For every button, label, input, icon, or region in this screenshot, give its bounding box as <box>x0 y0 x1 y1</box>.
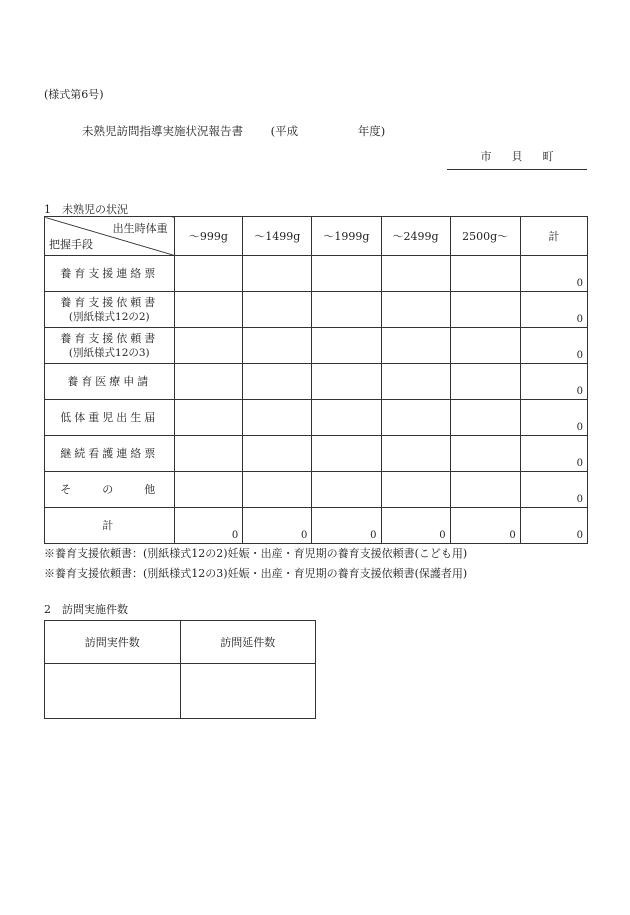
row-label-main: 養育支援依頼書 <box>60 331 159 345</box>
value-cell[interactable]: 0 <box>520 436 587 472</box>
form-number: (様式第6号) <box>44 88 104 101</box>
document-title <box>82 123 385 139</box>
value-cell[interactable] <box>312 256 381 292</box>
value-cell[interactable] <box>174 472 243 508</box>
value-cell[interactable] <box>174 400 243 436</box>
value-cell[interactable] <box>450 292 520 328</box>
value-cell[interactable] <box>381 364 450 400</box>
value-cell[interactable] <box>174 436 243 472</box>
row-label-sub: (別紙様式12の2) <box>68 310 150 323</box>
column-header: 〜999g <box>174 217 243 256</box>
value-cell[interactable]: 0 <box>381 508 450 544</box>
municipality-city: 市 <box>480 150 492 163</box>
row-label-main: 継続看護連絡票 <box>60 447 159 460</box>
row-label-main: そ の 他 <box>60 483 159 496</box>
value-cell[interactable] <box>174 328 243 364</box>
corner-bottom-label: 把握手段 <box>49 238 93 251</box>
row-label-main: 養育支援連絡票 <box>60 267 159 280</box>
visit-actual-value[interactable] <box>45 664 181 719</box>
value-cell[interactable]: 0 <box>520 256 587 292</box>
status-table-body <box>45 256 588 544</box>
note-line: ※養育支援依頼書：(別紙様式12の3)妊娠・出産・育児期の養育支援依頼書(保護者用) <box>44 567 468 580</box>
municipality-line <box>447 148 587 170</box>
corner-top-label: 出生時体重 <box>112 222 168 235</box>
column-header: 2500g〜 <box>450 217 520 256</box>
row-label <box>45 328 175 364</box>
municipality-ward: 貝 <box>511 150 523 163</box>
value-cell[interactable] <box>243 472 312 508</box>
title-era: (平成 <box>270 124 299 138</box>
value-cell[interactable]: 0 <box>174 508 243 544</box>
value-cell[interactable]: 0 <box>520 508 587 544</box>
value-cell[interactable] <box>450 436 520 472</box>
corner-cell <box>45 217 175 256</box>
value-cell[interactable] <box>312 328 381 364</box>
row-label <box>45 256 175 292</box>
municipality-town: 町 <box>542 150 554 163</box>
value-cell[interactable] <box>174 256 243 292</box>
column-header: 〜1499g <box>243 217 312 256</box>
visit-table-value-row <box>45 664 316 719</box>
value-cell[interactable] <box>450 472 520 508</box>
visit-total-value[interactable] <box>180 664 316 719</box>
value-cell[interactable] <box>312 292 381 328</box>
status-table-row <box>45 400 588 436</box>
column-header: 〜1999g <box>312 217 381 256</box>
value-cell[interactable] <box>381 256 450 292</box>
row-label-main: 低体重児出生届 <box>60 411 159 424</box>
visit-table-header-row <box>45 621 316 664</box>
note-line: ※養育支援依頼書：(別紙様式12の2)妊娠・出産・育児期の養育支援依頼書(こども用) <box>44 547 468 560</box>
value-cell[interactable]: 0 <box>312 508 381 544</box>
row-label <box>45 472 175 508</box>
visit-total-header: 訪問延件数 <box>180 621 316 664</box>
value-cell[interactable] <box>312 364 381 400</box>
status-table-row <box>45 256 588 292</box>
value-cell[interactable] <box>174 292 243 328</box>
value-cell[interactable]: 0 <box>520 400 587 436</box>
row-label-main: 計 <box>102 519 117 532</box>
value-cell[interactable]: 0 <box>520 472 587 508</box>
value-cell[interactable] <box>243 292 312 328</box>
value-cell[interactable] <box>381 328 450 364</box>
value-cell[interactable] <box>381 400 450 436</box>
value-cell[interactable] <box>450 328 520 364</box>
value-cell[interactable]: 0 <box>520 328 587 364</box>
status-table-row <box>45 364 588 400</box>
row-label <box>45 508 175 544</box>
status-table-row <box>45 508 588 544</box>
value-cell[interactable] <box>312 436 381 472</box>
value-cell[interactable] <box>243 400 312 436</box>
row-label-main: 養育支援依頼書 <box>60 295 159 309</box>
value-cell[interactable] <box>174 364 243 400</box>
value-cell[interactable] <box>243 256 312 292</box>
row-label <box>45 436 175 472</box>
row-label-sub: (別紙様式12の3) <box>68 346 150 359</box>
value-cell[interactable] <box>243 436 312 472</box>
value-cell[interactable] <box>450 364 520 400</box>
section1-heading: 1 未熟児の状況 <box>44 203 128 216</box>
row-label <box>45 364 175 400</box>
value-cell[interactable]: 0 <box>520 364 587 400</box>
row-label <box>45 400 175 436</box>
value-cell[interactable]: 0 <box>520 292 587 328</box>
value-cell[interactable] <box>450 256 520 292</box>
visit-count-table <box>44 620 316 719</box>
status-table-row <box>45 472 588 508</box>
value-cell[interactable] <box>312 400 381 436</box>
value-cell[interactable] <box>381 292 450 328</box>
status-table-header-row <box>45 217 588 256</box>
title-year-unit: 年度) <box>357 124 386 138</box>
status-table-row <box>45 328 588 364</box>
value-cell[interactable] <box>243 328 312 364</box>
section2-heading: 2 訪問実施件数 <box>44 603 128 616</box>
value-cell[interactable] <box>381 436 450 472</box>
title-main: 未熟児訪問指導実施状況報告書 <box>82 124 243 138</box>
status-table-row <box>45 436 588 472</box>
value-cell[interactable]: 0 <box>243 508 312 544</box>
status-table <box>44 216 588 544</box>
row-label-main: 養育医療申請 <box>67 375 152 388</box>
row-label <box>45 292 175 328</box>
column-header: 〜2499g <box>381 217 450 256</box>
value-cell[interactable] <box>312 472 381 508</box>
column-header-total: 計 <box>520 217 587 256</box>
value-cell[interactable]: 0 <box>450 508 520 544</box>
value-cell[interactable] <box>450 400 520 436</box>
status-table-row <box>45 292 588 328</box>
value-cell[interactable] <box>243 364 312 400</box>
value-cell[interactable] <box>381 472 450 508</box>
visit-actual-header: 訪問実件数 <box>45 621 181 664</box>
